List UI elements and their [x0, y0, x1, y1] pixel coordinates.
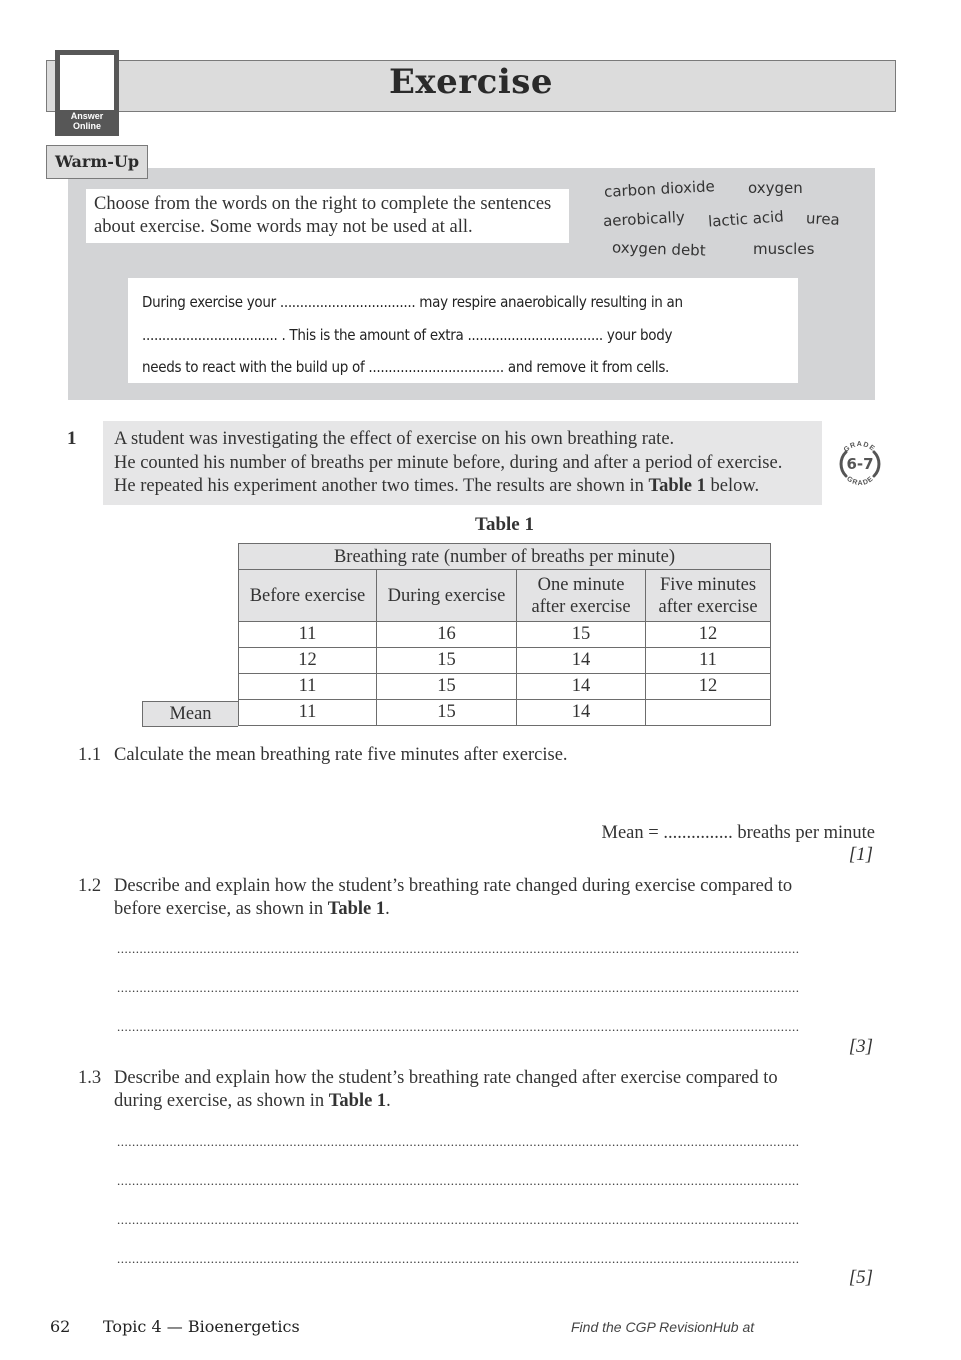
- cloze-sentence-box[interactable]: [128, 278, 798, 383]
- part-text: Calculate the mean breathing rate five minutes after exercise.: [114, 745, 568, 765]
- table-cell: 12: [646, 622, 771, 648]
- table-reference: Table 1: [328, 1091, 387, 1111]
- column-header: Before exercise: [239, 570, 377, 622]
- word-bank-item: aerobically: [602, 207, 686, 231]
- answer-line[interactable]: ......................................................................................................................................................................................: [117, 942, 800, 956]
- part-text-line: [114, 1090, 854, 1113]
- answer-line[interactable]: ......................................................................................................................................................................................: [117, 1213, 800, 1227]
- grade-badge-icon: [832, 436, 888, 492]
- svg-text:GRADE: [843, 441, 877, 454]
- word-bank-item: muscles: [753, 240, 815, 258]
- answer-line[interactable]: ......................................................................................................................................................................................: [117, 1135, 800, 1149]
- warmup-tab: Warm-Up: [46, 145, 148, 179]
- grade-top-label: GRADE: [842, 440, 877, 454]
- table-cell: 12: [646, 674, 771, 700]
- part-text-line: Describe and explain how the student’s breathing rate changed during exercise compared to: [114, 876, 793, 896]
- table-cell: 11: [646, 648, 771, 674]
- part-number: 1.1: [78, 745, 102, 765]
- word-bank-item: oxygen: [748, 179, 803, 197]
- column-header-line: after exercise: [531, 596, 631, 617]
- answer-line[interactable]: ......................................................................................................................................................................................: [117, 1252, 800, 1266]
- group-header: Breathing rate (number of breaths per minute): [239, 544, 771, 570]
- mean-cell: 14: [517, 700, 646, 726]
- results-table: [238, 543, 771, 726]
- part-text-tail: .: [386, 1091, 391, 1111]
- marks-label: [5]: [848, 1267, 873, 1288]
- marks-label: [1]: [848, 844, 873, 865]
- page-title: Exercise: [388, 62, 554, 102]
- table-cell: 16: [377, 622, 517, 648]
- column-header-line: Five minutes: [659, 574, 757, 595]
- part-text-tail: .: [385, 899, 390, 919]
- mean-row: [239, 700, 771, 726]
- word-bank-item: oxygen debt: [611, 238, 706, 260]
- answer-line[interactable]: ......................................................................................................................................................................................: [117, 1020, 800, 1034]
- cloze-line[interactable]: .................................. . This is the amount of extra .................................. your body: [142, 325, 673, 344]
- cloze-line[interactable]: needs to react with the build up of .................................. and remove it from cells.: [142, 358, 670, 376]
- answer-label-line2: Online: [72, 121, 101, 131]
- answer-line[interactable]: ......................................................................................................................................................................................: [117, 981, 800, 995]
- intro-line: He counted his number of breaths per minute before, during and after a period of exercise.: [114, 452, 783, 473]
- intro-tail: below.: [705, 476, 760, 496]
- table-row: [239, 674, 771, 700]
- answer-online-label: [55, 111, 119, 131]
- column-header: [517, 570, 646, 622]
- part-number: 1.3: [78, 1068, 102, 1088]
- page-number: 62: [50, 1317, 71, 1336]
- footer-topic: Topic 4 — Bioenergetics: [103, 1317, 300, 1336]
- column-header: [646, 570, 771, 622]
- column-header-line: One minute: [537, 574, 625, 595]
- mean-cell: 11: [239, 700, 377, 726]
- mean-answer-field[interactable]: Mean = ............... breaths per minute: [601, 823, 875, 843]
- question-number: 1: [67, 428, 77, 449]
- cloze-line[interactable]: During exercise your .................................. may respire anaerobically resulting in an: [142, 293, 683, 311]
- part-number: 1.2: [78, 876, 102, 896]
- table-title: Table 1: [475, 514, 534, 535]
- table-row: [239, 648, 771, 674]
- warmup-instructions: Choose from the words on the right to complete the sentences about exercise. Some words may not be used at all.: [86, 189, 569, 243]
- grade-bottom-label: GRADE: [845, 475, 876, 488]
- table-reference: Table 1: [648, 476, 706, 496]
- word-bank-item: carbon dioxide: [603, 177, 716, 201]
- table-cell: 11: [239, 622, 377, 648]
- mean-row-label: Mean: [142, 701, 238, 727]
- part-text-span: during exercise, as shown in: [114, 1091, 329, 1111]
- question-intro: [103, 421, 822, 505]
- column-header-line: after exercise: [658, 596, 758, 617]
- word-bank-item: lactic acid: [707, 207, 785, 231]
- intro-text: He repeated his experiment another two times. The results are shown in: [114, 476, 649, 496]
- footer-revisionhub-text: Find the CGP RevisionHub at: [571, 1319, 755, 1335]
- svg-text:GRADE: [845, 475, 875, 487]
- part-text-line: [114, 898, 854, 921]
- answer-line[interactable]: ......................................................................................................................................................................................: [117, 1174, 800, 1188]
- part-text: [114, 1067, 854, 1113]
- column-header: During exercise: [377, 570, 517, 622]
- mean-answer-cell[interactable]: [646, 700, 771, 726]
- table-cell: 15: [517, 622, 646, 648]
- mean-cell: 15: [377, 700, 517, 726]
- intro-line: [114, 475, 811, 499]
- part-text-line: Describe and explain how the student’s breathing rate changed after exercise compared to: [114, 1068, 778, 1088]
- table-cell: 11: [239, 674, 377, 700]
- marks-label: [3]: [848, 1036, 873, 1057]
- answer-label-line1: Answer: [70, 111, 104, 121]
- intro-line: A student was investigating the effect of exercise on his own breathing rate.: [114, 429, 675, 449]
- table-row: [239, 622, 771, 648]
- grade-value: 6-7: [846, 455, 874, 473]
- part-text-span: before exercise, as shown in: [114, 899, 328, 919]
- answer-online-checkbox[interactable]: [60, 55, 114, 110]
- word-bank-item: urea: [805, 209, 841, 229]
- table-cell: 15: [377, 674, 517, 700]
- table-cell: 14: [517, 674, 646, 700]
- table-reference: Table 1: [327, 899, 386, 919]
- table-cell: 12: [239, 648, 377, 674]
- table-cell: 15: [377, 648, 517, 674]
- part-text: [114, 875, 854, 921]
- table-cell: 14: [517, 648, 646, 674]
